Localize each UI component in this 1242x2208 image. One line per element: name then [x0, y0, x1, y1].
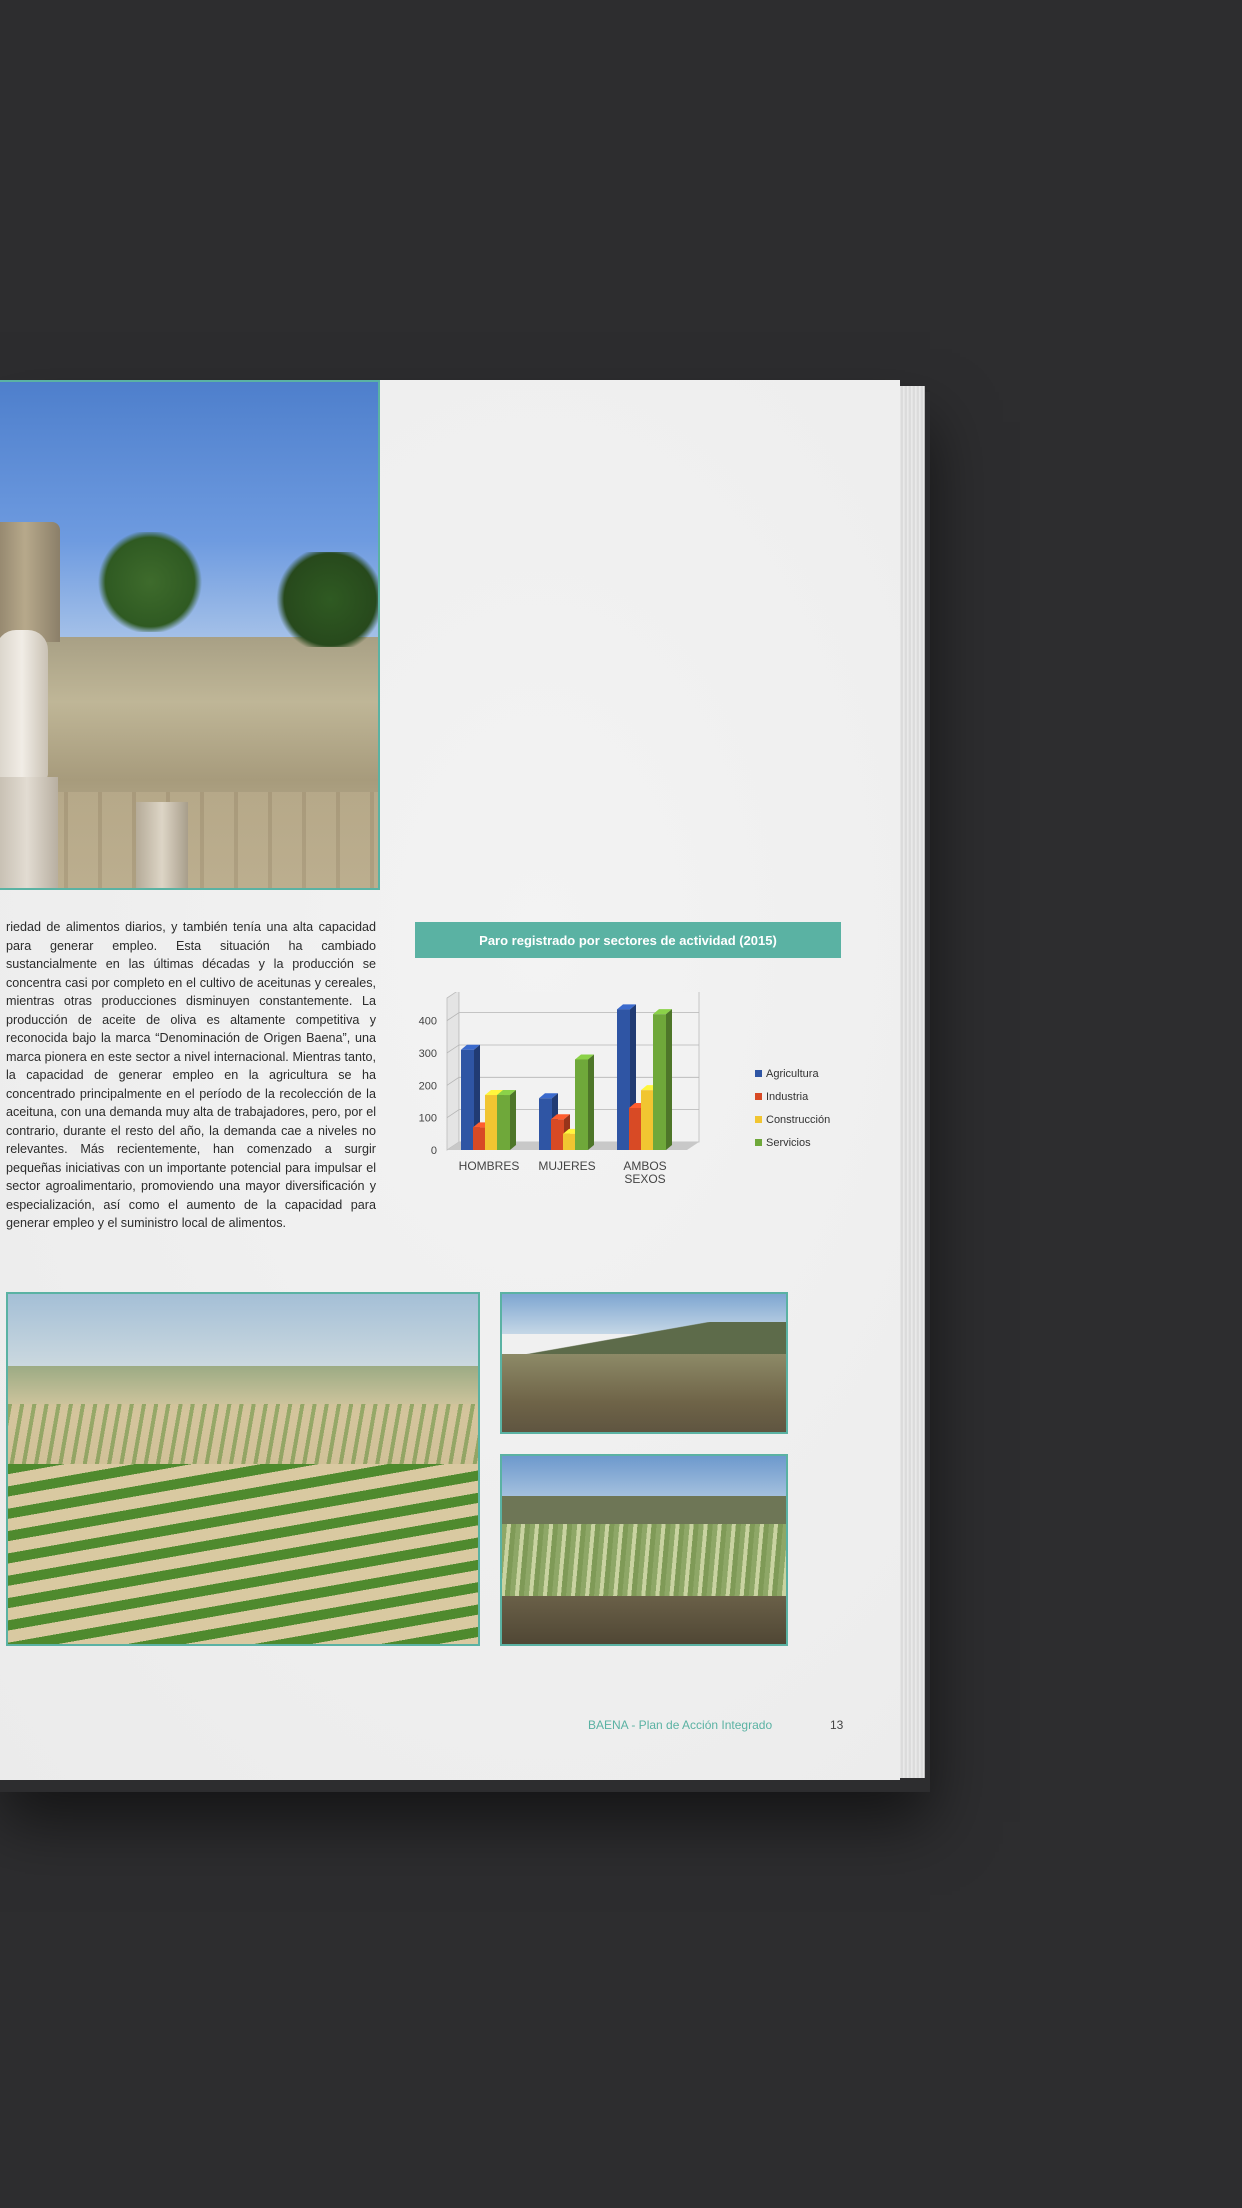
legend-label: Servicios [766, 1136, 811, 1149]
y-tick-label: 100 [418, 1112, 437, 1125]
bar-side [510, 1090, 516, 1150]
ruins-photo [0, 380, 380, 890]
field-photo-bottom [500, 1454, 788, 1646]
legend-label: Construcción [766, 1113, 831, 1126]
bar-servicios [497, 1095, 510, 1150]
x-tick-label: MUJERES [538, 1159, 596, 1173]
legend-swatch [755, 1093, 762, 1100]
legend-item [755, 1085, 830, 1108]
y-tick-label: 200 [418, 1080, 437, 1093]
bar-agricultura [617, 1009, 630, 1150]
body-paragraph: riedad de alimentos diarios, y también tenía una alta capacidad para generar empleo. Esta situación ha cambiado sustancialmente en las últimas décadas y la producción se concentra casi por completo en el cultivo de aceitunas y cereales, mientras otras producciones disminuyen constantemente. La producción de aceite de oliva es altamente competitiva y reconocida bajo la marca “Denominación de Origen Baena”, una marca pionera en este sector a nivel internacional. Mientras tanto, la capacidad de generar empleo en la agricultura se ha concentrado principalmente en el período de la recolección de la aceituna, con una demanda muy alta de trabajadores, pero, por el contrario, durante el resto del año, la demanda cae a niveles no relevantes. Más recientemente, han comenzado a surgir pequeñas iniciativas con un importante potencial para impulsar el sector agroalimentario, promoviendo una mayor diversificación y especialización, así como el aumento de la capacidad para generar empleo y el suministro local de alimentos. [6, 920, 376, 1230]
bar-construcción [563, 1134, 576, 1150]
legend-swatch [755, 1116, 762, 1123]
legend-swatch [755, 1070, 762, 1077]
bar-servicios [653, 1014, 666, 1150]
legend-item [755, 1108, 830, 1131]
legend-label: Industria [766, 1090, 809, 1103]
legend-item [755, 1131, 830, 1154]
bar-side [588, 1054, 594, 1150]
bar-agricultura [461, 1050, 474, 1150]
bar-servicios [575, 1059, 588, 1150]
bar-chart [405, 992, 845, 1202]
bar-industria [551, 1119, 564, 1150]
y-tick-label: 300 [418, 1047, 437, 1060]
chart-title-banner: Paro registrado por sectores de actividad (2015) [415, 922, 841, 958]
bar-industria [629, 1108, 642, 1150]
olive-grove-photo [6, 1292, 480, 1646]
bar-agricultura [539, 1098, 552, 1150]
chart-legend [755, 1062, 830, 1154]
magazine-page [0, 380, 900, 1780]
bar-industria [473, 1127, 486, 1150]
bar-side [666, 1009, 672, 1150]
footer-title: BAENA - Plan de Acción Integrado [588, 1718, 773, 1732]
bar-construcción [485, 1095, 498, 1150]
legend-item [755, 1062, 830, 1085]
y-tick-label: 0 [430, 1145, 437, 1157]
x-tick-label: SEXOS [624, 1172, 666, 1186]
chart-side-wall [447, 992, 459, 1150]
x-tick-label: HOMBRES [458, 1159, 520, 1173]
legend-label: Agricultura [766, 1067, 819, 1080]
field-photo-top [500, 1292, 788, 1434]
legend-swatch [755, 1139, 762, 1146]
x-tick-label: AMBOS [623, 1159, 667, 1173]
bar-construcción [641, 1090, 654, 1150]
page-number: 13 [830, 1718, 844, 1732]
y-tick-label: 400 [418, 1015, 437, 1028]
